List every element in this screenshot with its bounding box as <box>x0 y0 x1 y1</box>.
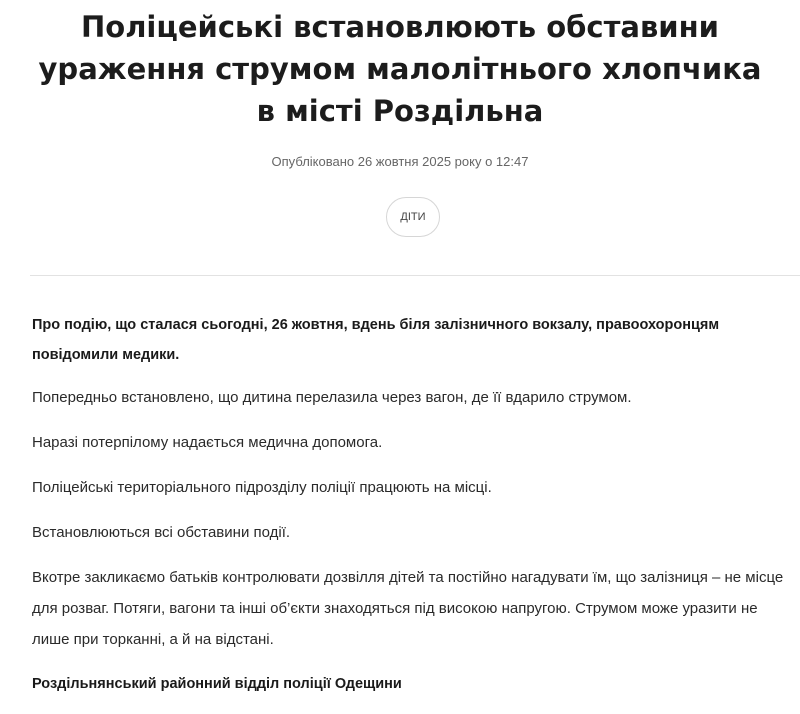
article-body <box>32 310 787 714</box>
article-paragraph: Поліцейські територіального підрозділу поліції працюють на місці. <box>32 479 492 496</box>
article-paragraph: Наразі потерпілому надається медична допомога. <box>32 434 383 451</box>
article-title: Поліцейські встановлюють обставини ураження струмом малолітнього хлопчика в місті Роздільна <box>38 10 762 128</box>
article-paragraph: Вкотре закликаємо батьків контролювати дозвілля дітей та постійно нагадувати їм, що залізниця – не місце для розваг. Потяги, вагони та інші об’єкти знаходяться під високою напругою. Струмом може уразити не лише при торканні, а й на відстані. <box>32 569 784 648</box>
article-signature: Роздільнянський районний відділ поліції Одещини <box>32 676 402 692</box>
tag-children-chip[interactable]: ДІТИ <box>386 197 440 237</box>
header-divider <box>30 275 800 276</box>
article-paragraph: Встановлюються всі обставини події. <box>32 524 291 541</box>
publication-date: Опубліковано 26 жовтня 2025 року о 12:47 <box>271 154 529 169</box>
article-lead: Про подію, що сталася сьогодні, 26 жовтня, вдень біля залізничного вокзалу, правоохоронцям повідомили медики. <box>32 317 720 363</box>
article-paragraph: Попередньо встановлено, що дитина перелазила через вагон, де її вдарило струмом. <box>32 389 632 406</box>
